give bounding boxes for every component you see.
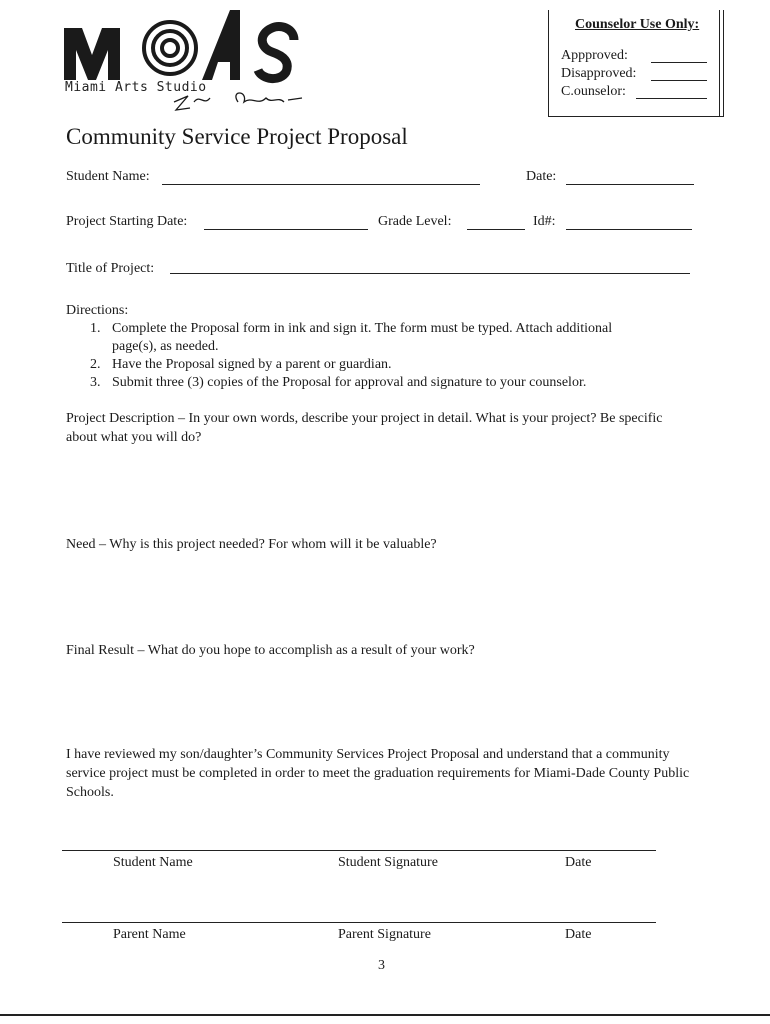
grade-level-line[interactable] [467,229,525,230]
student-name-caption: Student Name [113,855,193,870]
page-number: 3 [378,958,385,973]
disapproved-line[interactable] [651,80,707,81]
bottom-border [0,1014,770,1016]
parent-signature-caption: Parent Signature [338,927,431,942]
approved-label: Appproved: [561,48,628,63]
need-prompt: Need – Why is this project needed? For whom will it be valuable? [66,537,437,552]
student-date-caption: Date [565,855,592,870]
direction-text: Submit three (3) copies of the Proposal for approval and signature to your counselor. [112,375,587,390]
mas-logo [62,10,362,120]
logo-caption: Miami Arts Studio [65,80,207,95]
direction-text: Have the Proposal signed by a parent or guardian. [112,357,392,372]
student-name-label: Student Name: [66,169,150,184]
direction-number: 2. [90,357,101,372]
parent-date-caption: Date [565,927,592,942]
approved-line[interactable] [651,62,707,63]
counselor-line[interactable] [636,98,707,99]
grade-level-label: Grade Level: [378,214,452,229]
student-signature-caption: Student Signature [338,855,438,870]
project-start-label: Project Starting Date: [66,214,188,229]
document-title: Community Service Project Proposal [66,124,408,149]
project-title-label: Title of Project: [66,261,155,276]
id-label: Id#: [533,214,556,229]
project-title-line[interactable] [170,273,690,274]
direction-text-cont: page(s), as needed. [112,339,219,354]
parent-statement: I have reviewed my son/daughter’s Community Services Project Proposal and understand that a community service project must be completed in order to meet the graduation requirements for Miami-Dade County Public Schools. [66,747,690,800]
disapproved-label: Disapproved: [561,66,637,81]
project-start-line[interactable] [204,229,368,230]
counselor-label: C.ounselor: [561,84,626,99]
parent-name-caption: Parent Name [113,927,186,942]
parent-signature-line[interactable] [62,922,656,923]
date-label: Date: [526,169,557,184]
student-name-line[interactable] [162,184,480,185]
date-line[interactable] [566,184,694,185]
directions-heading: Directions: [66,303,129,318]
final-result-prompt: Final Result – What do you hope to accomplish as a result of your work? [66,643,475,658]
direction-number: 3. [90,375,101,390]
student-signature-line[interactable] [62,850,656,851]
direction-text: Complete the Proposal form in ink and sign it. The form must be typed. Attach additional [112,321,613,336]
project-description-prompt: Project Description – In your own words, describe your project in detail. What is your project? Be specific about what you will do? [66,411,663,445]
counselor-title: Counselor Use Only: [575,17,700,32]
direction-number: 1. [90,321,101,336]
id-line[interactable] [566,229,692,230]
